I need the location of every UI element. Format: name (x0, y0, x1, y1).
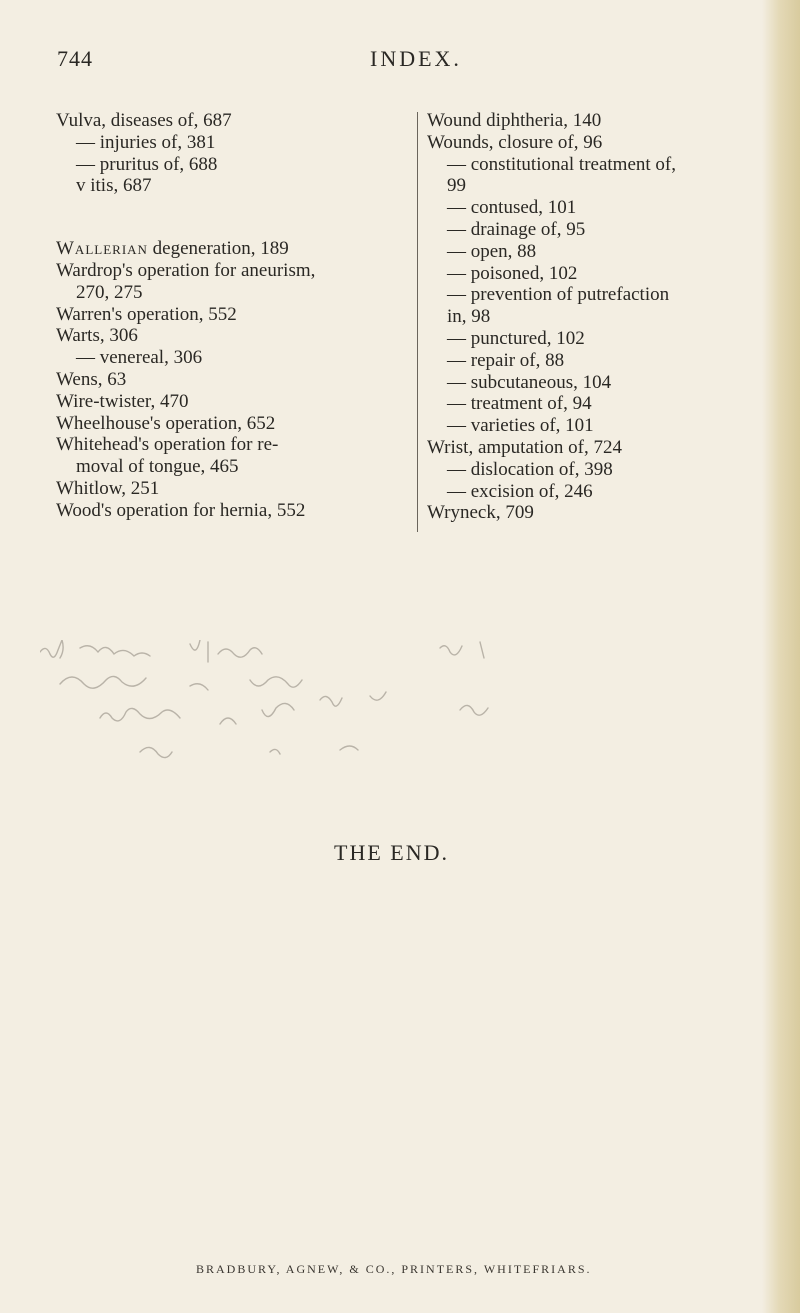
index-entry: Wallerian degeneration, 189 (56, 238, 289, 260)
column-divider (417, 112, 418, 532)
index-entry: v itis, 687 (76, 175, 152, 197)
pencil-scribble (40, 640, 560, 770)
index-entry: Wound diphtheria, 140 (427, 110, 602, 131)
index-entry: 99 (447, 175, 466, 197)
entry-gap (56, 197, 416, 238)
index-column-left (56, 110, 416, 522)
printer-imprint: BRADBURY, AGNEW, & CO., PRINTERS, WHITEFRIARS. (196, 1262, 592, 1276)
index-entry: — dislocation of, 398 (447, 458, 613, 480)
index-entry: — poisoned, 102 (447, 262, 578, 284)
index-entry: Wens, 63 (56, 368, 127, 390)
index-entry: — prevention of putrefaction (447, 284, 670, 306)
index-column-right (427, 110, 767, 524)
index-entry: Wounds, closure of, 96 (427, 131, 603, 153)
index-entry: Warts, 306 (56, 325, 138, 347)
index-entry: Wryneck, 709 (427, 502, 534, 524)
index-entry: Wardrop's operation for aneurism, (56, 259, 316, 281)
index-entry: Wrist, amputation of, 724 (427, 436, 623, 458)
index-entry: in, 98 (447, 306, 491, 328)
index-entry: Wheelhouse's operation, 652 (56, 412, 276, 434)
entry-head-smallcaps: Wallerian (56, 238, 148, 260)
index-entry: Vulva, diseases of, 687 (56, 110, 232, 131)
index-entry: — pruritus of, 688 (76, 153, 218, 175)
index-entry: — contused, 101 (447, 197, 577, 219)
index-entry: — venereal, 306 (76, 347, 203, 369)
index-entry: — repair of, 88 (447, 349, 565, 371)
index-entry: — open, 88 (447, 240, 537, 262)
index-entry: Wire-twister, 470 (56, 390, 189, 412)
index-entry: — treatment of, 94 (447, 393, 592, 415)
index-entry: — varieties of, 101 (447, 415, 594, 437)
page-edge-shadow (762, 0, 800, 1313)
index-entry: — excision of, 246 (447, 480, 593, 502)
index-entry: moval of tongue, 465 (76, 456, 239, 478)
index-entry: Wood's operation for hernia, 552 (56, 499, 306, 521)
page-header (57, 46, 757, 76)
running-head: INDEX. (370, 46, 462, 71)
index-entry: — drainage of, 95 (447, 218, 586, 240)
the-end: THE END. (334, 840, 449, 865)
index-entry: Whitehead's operation for re- (56, 434, 279, 456)
page-number: 744 (57, 46, 93, 71)
index-entry: — punctured, 102 (447, 327, 585, 349)
index-entry: 270, 275 (76, 281, 143, 303)
index-entry: — subcutaneous, 104 (447, 371, 612, 393)
index-entry: Whitlow, 251 (56, 477, 160, 499)
index-entry: — injuries of, 381 (76, 131, 216, 153)
index-entry: — constitutional treatment of, (447, 153, 677, 175)
index-entry: Warren's operation, 552 (56, 303, 237, 325)
